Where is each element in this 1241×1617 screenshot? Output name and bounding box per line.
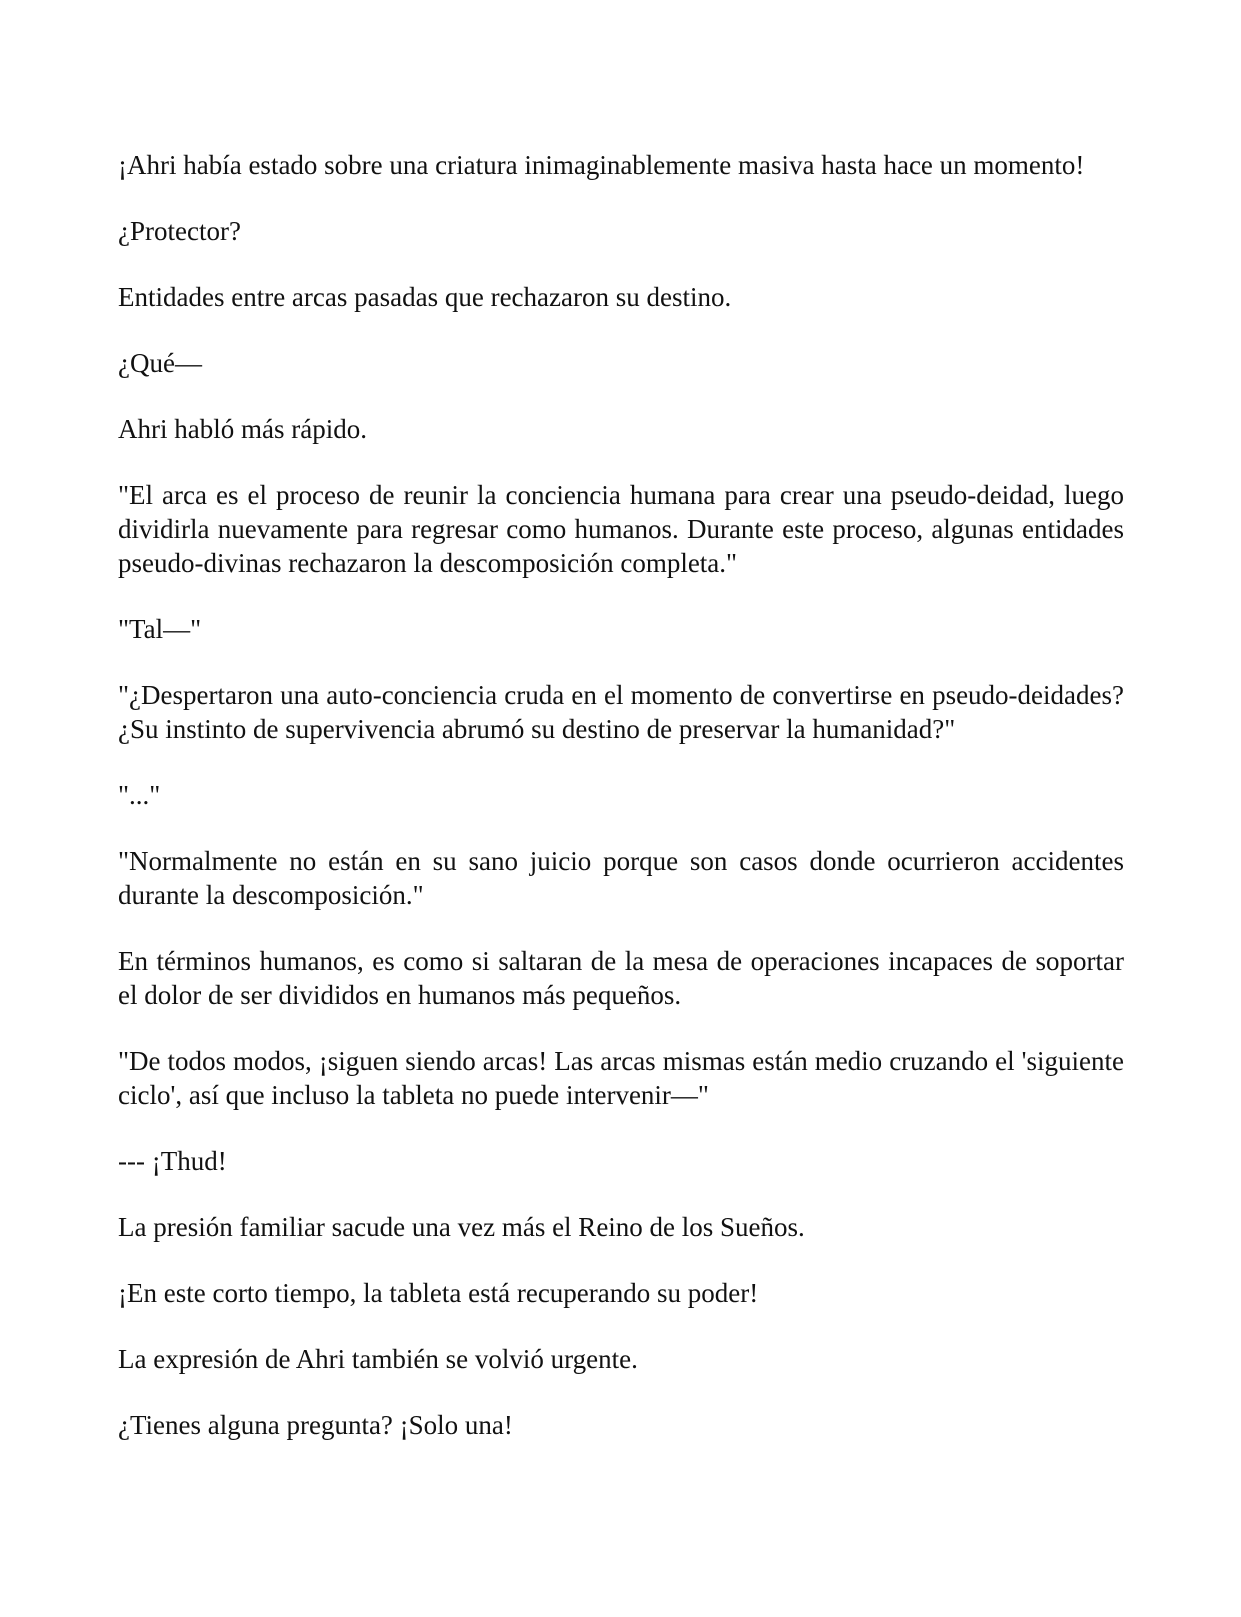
- paragraph-10: "Normalmente no están en su sano juicio porque son casos donde ocurrieron accidentes durante la descomposición.": [118, 846, 1124, 910]
- paragraph-8: "¿Despertaron una auto-conciencia cruda en el momento de convertirse en pseudo-deidades? ¿Su instinto de supervivencia abrumó su destino de preservar la humanidad?": [118, 680, 1124, 744]
- paragraph-4: ¿Qué—: [118, 348, 202, 378]
- paragraph-6: "El arca es el proceso de reunir la conciencia humana para crear una pseudo-deidad, luego dividirla nuevamente para regresar como humanos. Durante este proceso, algunas entidades pseudo-divinas rechazaron la descomposición completa.": [118, 480, 1124, 578]
- paragraph-1: ¡Ahri había estado sobre una criatura inimaginablemente masiva hasta hace un momento!: [118, 150, 1085, 180]
- paragraph-2: ¿Protector?: [118, 216, 241, 246]
- paragraph-12: "De todos modos, ¡siguen siendo arcas! Las arcas mismas están medio cruzando el 'siguiente ciclo', así que incluso la tableta no puede intervenir—": [118, 1046, 1124, 1110]
- paragraph-16: La expresión de Ahri también se volvió urgente.: [118, 1344, 638, 1374]
- body-text: [118, 148, 1124, 1474]
- paragraph-7: "Tal—": [118, 614, 202, 644]
- paragraph-3: Entidades entre arcas pasadas que rechazaron su destino.: [118, 282, 732, 312]
- paragraph-14: La presión familiar sacude una vez más el Reino de los Sueños.: [118, 1212, 805, 1242]
- paragraph-9: "...": [118, 780, 161, 810]
- paragraph-15: ¡En este corto tiempo, la tableta está recuperando su poder!: [118, 1278, 759, 1308]
- paragraph-13: --- ¡Thud!: [118, 1146, 227, 1176]
- paragraph-17: ¿Tienes alguna pregunta? ¡Solo una!: [118, 1410, 513, 1440]
- paragraph-5: Ahri habló más rápido.: [118, 414, 367, 444]
- paragraph-11: En términos humanos, es como si saltaran de la mesa de operaciones incapaces de soportar el dolor de ser divididos en humanos más pequeños.: [118, 946, 1124, 1010]
